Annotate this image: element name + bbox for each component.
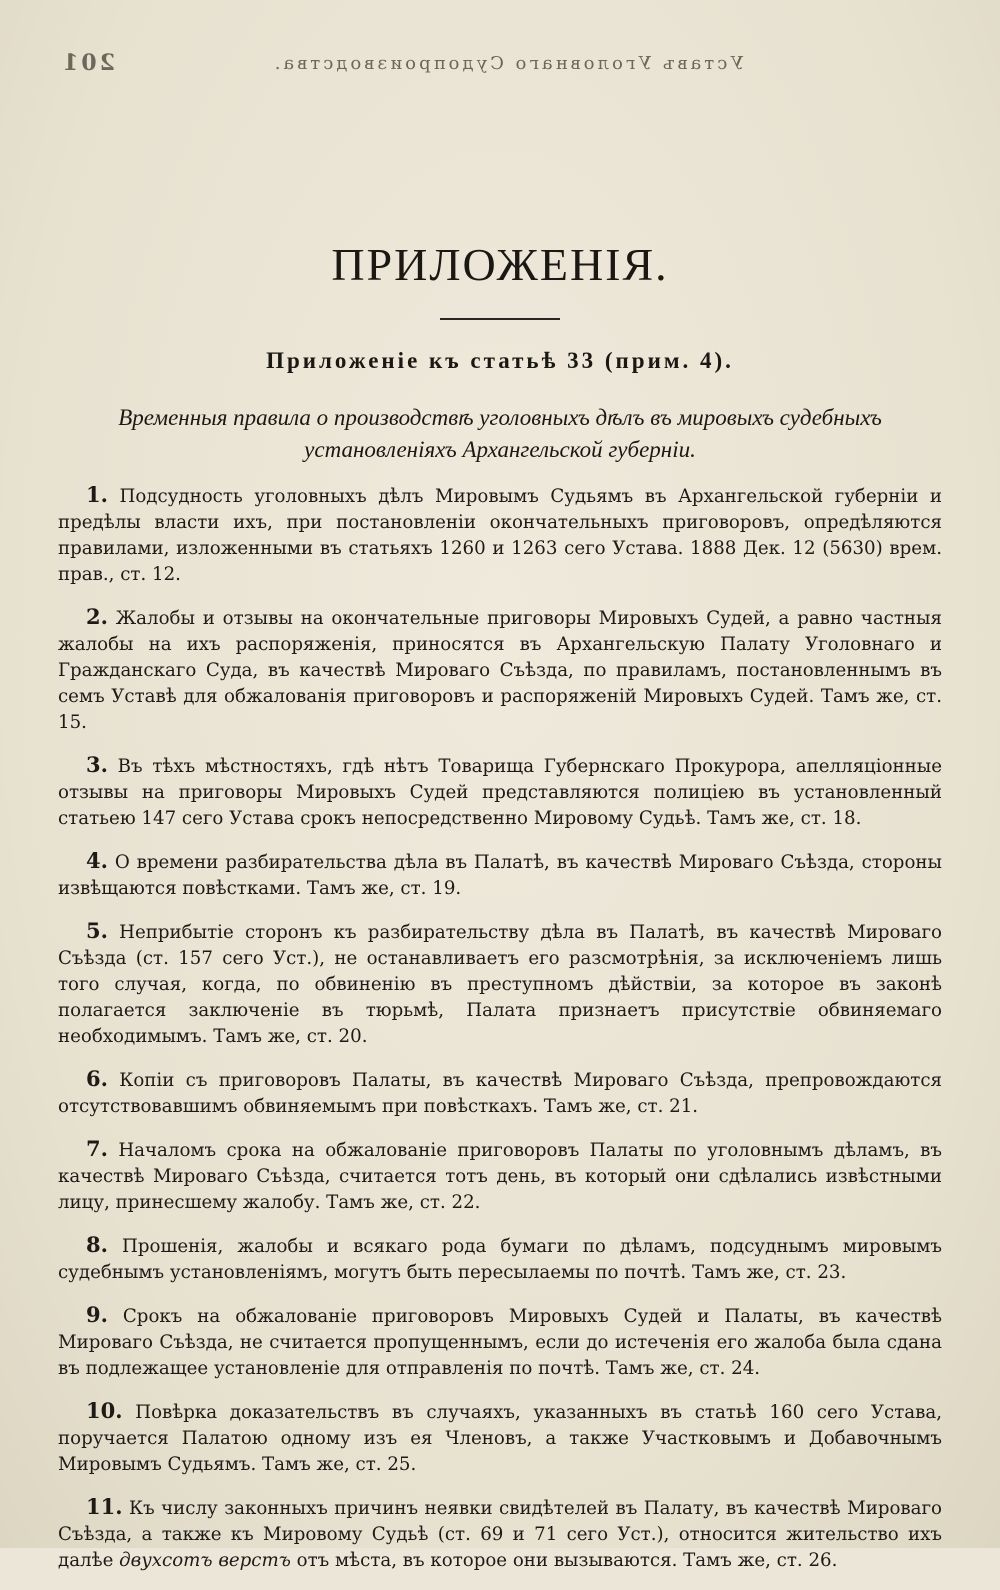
article-number: 4. — [86, 848, 108, 873]
running-title: Уставъ Уголовнаго Судопроизводства. — [271, 52, 744, 74]
article-number: 9. — [86, 1302, 108, 1327]
article-5 — [58, 918, 942, 1050]
article-number: 10. — [86, 1398, 123, 1423]
article-8 — [58, 1232, 942, 1286]
article-6 — [58, 1066, 942, 1120]
article-text: О времени разбирательства дѣла въ Палатѣ, въ качествѣ Мироваго Съѣзда, стороны извѣщаются повѣстками. Тамъ же, ст. 19. — [58, 852, 942, 899]
rules-intro: Временныя правила о производствѣ уголовныхъ дѣлъ въ мировыхъ судебныхъ установленіяхъ Архангельской губерніи. — [118, 405, 882, 462]
article-number: 5. — [86, 918, 108, 943]
article-text: Срокъ на обжалованіе приговоровъ Мировыхъ Судей и Палаты, въ качествѣ Мироваго Съѣзда, не считается пропущеннымъ, если до истеченія его жалоба была сдана въ подлежащее установленіе для отправленія по почтѣ. Тамъ же, ст. 24. — [58, 1306, 942, 1379]
article-number: 7. — [86, 1136, 108, 1161]
article-number: 6. — [86, 1066, 108, 1091]
article-text: Неприбытіе сторонъ къ разбирательству дѣла въ Палатѣ, въ качествѣ Мироваго Съѣзда (ст. 157 сего Уст.), не останавливаетъ его разсмотрѣнія, за исключеніемъ лишь того случая, когда, по обвиненію въ преступномъ дѣйствіи, за которое въ законѣ полагается заключеніе въ тюрьмѣ, Палата признаетъ присутствіе обвиняемаго необходимымъ. Тамъ же, ст. 20. — [58, 922, 942, 1047]
section-title: ПРИЛОЖЕНІЯ. — [331, 239, 669, 290]
article-1 — [58, 482, 942, 588]
article-number: 1. — [86, 482, 108, 507]
article-text: Прошенія, жалобы и всякаго рода бумаги по дѣламъ, подсуднымъ мировымъ судебнымъ установленіямъ, могутъ быть пересылаемы по почтѣ. Тамъ же, ст. 23. — [58, 1236, 942, 1283]
article-number: 8. — [86, 1232, 108, 1257]
article-9 — [58, 1302, 942, 1382]
article-emphasis: двухсотъ верстъ — [119, 1550, 291, 1571]
article-text-tail: отъ мѣста, въ которое они вызываются. Тамъ же, ст. 26. — [290, 1550, 838, 1571]
article-text: Повѣрка доказательствъ въ случаяхъ, указанныхъ въ статьѣ 160 сего Устава, поручается Палатою одному изъ ея Членовъ, а также Участковымъ и Добавочнымъ Мировымъ Судьямъ. Тамъ же, ст. 25. — [58, 1402, 942, 1475]
article-number: 2. — [86, 604, 108, 629]
article-4 — [58, 848, 942, 902]
article-text: Копіи съ приговоровъ Палаты, въ качествѣ Мироваго Съѣзда, препровождаются отсутствовавшимъ обвиняемымъ при повѣсткахъ. Тамъ же, ст. 21. — [58, 1070, 942, 1117]
article-number: 11. — [86, 1494, 123, 1519]
article-text: Подсудность уголовныхъ дѣлъ Мировымъ Судьямъ въ Архангельской губерніи и предѣлы власти ихъ, при постановленіи окончательныхъ приговоровъ, опредѣляются правилами, изложенными въ статьяхъ 1260 и 1263 сего Устава. 1888 Дек. 12 (5630) врем. прав., ст. 12. — [58, 486, 942, 585]
page-number: 201 — [60, 50, 115, 76]
article-number: 3. — [86, 752, 108, 777]
article-2 — [58, 604, 942, 736]
article-text: Жалобы и отзывы на окончательные приговоры Мировыхъ Судей, а равно частныя жалобы на ихъ распоряженія, приносятся въ Архангельскую Палату Уголовнаго и Гражданскаго Суда, въ качествѣ Мироваго Съѣзда, по правиламъ, постановленнымъ въ семъ Уставѣ для обжалованія приговоровъ и распоряженій Мировыхъ Судей. Тамъ же, ст. 15. — [58, 608, 942, 733]
appendix-subtitle: Приложеніе къ статьѣ 33 (прим. 4). — [266, 348, 734, 373]
article-11 — [58, 1494, 942, 1574]
title-divider — [440, 318, 560, 320]
article-7 — [58, 1136, 942, 1216]
running-header — [60, 48, 940, 78]
article-text: Къ числу законныхъ причинъ неявки свидѣтелей въ Палату, въ качествѣ Мироваго Съѣзда, а также къ Мировому Судьѣ (ст. 69 и 71 сего Уст.), относится жительство ихъ далѣе — [58, 1498, 942, 1571]
article-10 — [58, 1398, 942, 1478]
article-3 — [58, 752, 942, 832]
articles-list — [58, 482, 942, 1590]
article-text: Въ тѣхъ мѣстностяхъ, гдѣ нѣтъ Товарища Губернскаго Прокурора, апелляціонные отзывы на приговоры Мировыхъ Судей представляются полиціею въ установленный статьею 147 сего Устава срокъ непосредственно Мировому Судьѣ. Тамъ же, ст. 18. — [58, 756, 942, 829]
article-text: Началомъ срока на обжалованіе приговоровъ Палаты по уголовнымъ дѣламъ, въ качествѣ Мироваго Съѣзда, считается тотъ день, въ который они сдѣлались извѣстными лицу, принесшему жалобу. Тамъ же, ст. 22. — [58, 1140, 942, 1213]
